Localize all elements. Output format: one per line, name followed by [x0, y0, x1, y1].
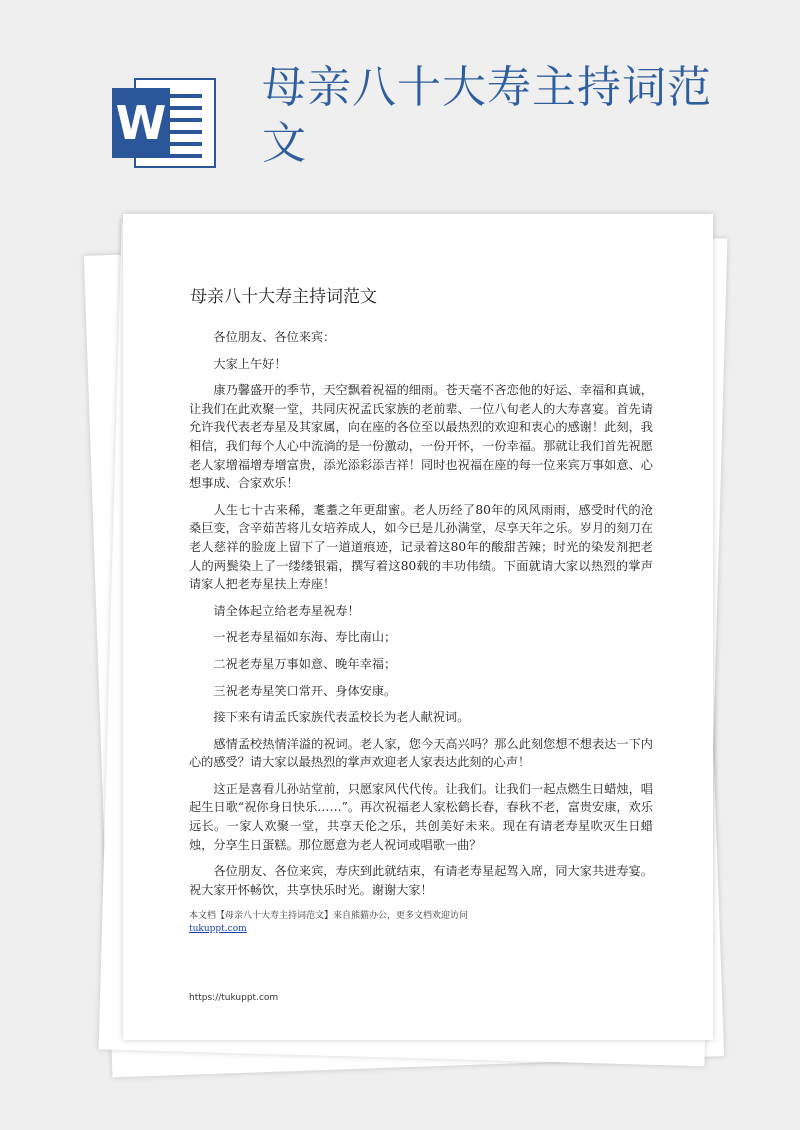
paragraph-good-morning: 大家上午好！	[213, 356, 287, 371]
document-page	[123, 214, 713, 1040]
footer-url[interactable]: https://tukuppt.com	[189, 993, 279, 1003]
paragraph-life: 人生七十古来稀，耄耋之年更甜蜜。老人历经了80年的风风雨雨，感受时代的沧桑巨变，含辛茹苦将儿女培养成人，如今已是儿孙满堂，尽享天年之乐。岁月的刻刀在老人慈祥的脸庞上留下了一道道痕迹，记录着这80年的酸甜苦辣；时光的染发剂把老人的两鬓染上了一缕缕银霜，撰写着这80载的丰功伟绩。下面就请大家以热烈的掌声请家人把老寿星扶上寿座！	[189, 502, 653, 592]
paragraph-thanks: 感情孟校热情洋溢的祝词。老人家，您今天高兴吗？那么此刻您想不想表达一下内心的感受？请大家以最热烈的掌声欢迎老人家表达此刻的心声！	[189, 736, 653, 770]
word-document-icon	[112, 78, 216, 168]
page-title: 母亲八十大寿主持词范文	[262, 62, 712, 169]
paragraph-closing: 各位朋友、各位来宾，寿庆到此就结束，有请老寿星起驾入席，同大家共进寿宴。祝大家开怀畅饮，共享快乐时光。谢谢大家！	[189, 864, 653, 897]
source-link[interactable]: tukuppt.com	[189, 924, 247, 934]
paragraph-speech: 接下来有请孟氏家族代表孟校长为老人献祝词。	[213, 710, 470, 725]
paragraph-stand-up: 请全体起立给老寿星祝寿！	[213, 603, 360, 618]
document-title: 母亲八十大寿主持词范文	[190, 287, 377, 307]
source-note-text: 本文档【母亲八十大寿主持词范文】来自熊猫办公，更多文档欢迎访问	[189, 911, 469, 921]
paragraph-birthday: 这正是喜看儿孙站堂前，只愿家风代代传。让我们。让我们一起点燃生日蜡烛，唱起生日歌“祝你身日快乐……”。再次祝福老人家松鹤长春，春秋不老，富贵安康，欢乐远长。一家人欢聚一堂，共享天伦之乐，共创美好未来。现在有请老寿星吹灭生日蜡烛，分享生日蛋糕。那位愿意为老人祝词或唱歌一曲？	[189, 781, 653, 852]
paragraph-wish-1: 一祝老寿星福如东海、寿比南山；	[213, 630, 397, 645]
word-icon-letter: W	[112, 88, 170, 158]
document-body	[189, 328, 653, 907]
paragraph-opening: 康乃馨盛开的季节，天空飘着祝福的细雨。苍天毫不吝恋他的好运、幸福和真诚，让我们在此欢聚一堂，共同庆祝孟氏家族的老前辈、一位八旬老人的大寿喜宴。首先请允许我代表老寿星及其家属，向在座的各位至以最热烈的欢迎和衷心的感谢！此刻，我相信，我们每个人心中流淌的是一份激动，一份开怀，一份幸福。那就让我们首先祝愿老人家增福增寿增富贵，添光添彩添吉祥！同时也祝福在座的每一位来宾万事如意、心想事成、合家欢乐！	[189, 383, 653, 491]
paragraph-wish-2: 二祝老寿星万事如意、晚年幸福；	[213, 656, 397, 671]
source-note	[189, 910, 659, 936]
paragraph-wish-3: 三祝老寿星笑口常开、身体安康。	[213, 683, 397, 698]
paragraph-greeting: 各位朋友、各位来宾：	[213, 330, 336, 344]
